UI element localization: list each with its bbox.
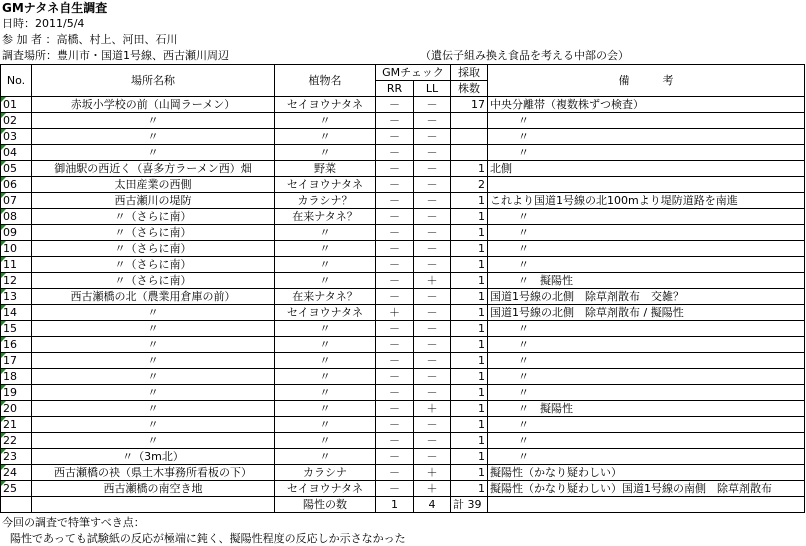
row-sample-count (451, 129, 488, 145)
row-sample-count: 1 (451, 289, 488, 305)
row-ll: － (414, 257, 451, 273)
row-location: 〃 (32, 305, 275, 321)
row-plant: 〃 (275, 385, 376, 401)
survey-place: 調査場所：豊川市・国道1号線、西古瀬川周辺 (2, 49, 229, 62)
table-row (1, 337, 805, 353)
row-location: 〃 (32, 145, 275, 161)
col-header-ll: LL (414, 81, 451, 97)
row-location: 〃 (32, 369, 275, 385)
table-row (1, 321, 805, 337)
row-sample-count: 1 (451, 433, 488, 449)
row-sample-count: 1 (451, 273, 488, 289)
table-row (1, 97, 805, 113)
row-remarks: 〃 (488, 433, 805, 449)
row-sample-count: 1 (451, 193, 488, 209)
table-row (1, 401, 805, 417)
row-remarks: 〃 (488, 353, 805, 369)
row-remarks: 〃 (488, 369, 805, 385)
positive-count-rr: 1 (376, 497, 414, 513)
col-header-plant: 植物名 (275, 65, 376, 97)
row-no: 18 (1, 369, 32, 385)
row-sample-count: 1 (451, 209, 488, 225)
row-plant: 〃 (275, 273, 376, 289)
row-remarks: 〃 (488, 145, 805, 161)
row-rr: － (376, 481, 414, 497)
row-no: 25 (1, 481, 32, 497)
row-location: 〃 (32, 337, 275, 353)
row-sample-count: 1 (451, 321, 488, 337)
table-row (1, 273, 805, 289)
table-row (1, 113, 805, 129)
col-header-rr: RR (376, 81, 414, 97)
positive-count-label: 陽性の数 (275, 497, 376, 513)
row-sample-count: 17 (451, 97, 488, 113)
row-rr: － (376, 353, 414, 369)
row-sample-count: 1 (451, 401, 488, 417)
row-rr: － (376, 273, 414, 289)
row-ll: － (414, 417, 451, 433)
row-location: 〃 (32, 321, 275, 337)
row-ll: － (414, 225, 451, 241)
row-sample-count: 1 (451, 337, 488, 353)
row-no: 11 (1, 257, 32, 273)
row-ll: － (414, 145, 451, 161)
row-remarks: 〃 (488, 385, 805, 401)
row-remarks: 〃 (488, 225, 805, 241)
row-rr: － (376, 129, 414, 145)
table-row (1, 353, 805, 369)
row-no: 02 (1, 113, 32, 129)
table-row (1, 385, 805, 401)
positive-count-ll: 4 (414, 497, 451, 513)
row-no: 23 (1, 449, 32, 465)
row-plant: セイヨウナタネ (275, 481, 376, 497)
row-no: 03 (1, 129, 32, 145)
row-remarks: 〃 (488, 449, 805, 465)
table-row (1, 177, 805, 193)
row-ll: － (414, 209, 451, 225)
row-rr: － (376, 289, 414, 305)
row-ll: － (414, 369, 451, 385)
row-location: 〃 (32, 417, 275, 433)
row-location: 〃 (32, 433, 275, 449)
table-row (1, 449, 805, 465)
row-rr: － (376, 433, 414, 449)
notes-body: 陽性であっても試験紙の反応が極端に鈍く、擬陽性程度の反応しか示さなかった (10, 532, 406, 545)
row-no: 04 (1, 145, 32, 161)
row-sample-count: 1 (451, 225, 488, 241)
row-remarks: 〃 擬陽性 (488, 401, 805, 417)
row-plant: 〃 (275, 113, 376, 129)
row-plant: 〃 (275, 369, 376, 385)
row-plant: 在来ナタネ？ (275, 209, 376, 225)
row-rr: － (376, 401, 414, 417)
row-rr: － (376, 449, 414, 465)
row-plant: 〃 (275, 401, 376, 417)
table-row (1, 433, 805, 449)
row-rr: ＋ (376, 305, 414, 321)
row-remarks: 擬陽性（かなり疑わしい）国道1号線の南側 除草剤散布 (488, 481, 805, 497)
row-location: 西古瀬橋の南空き地 (32, 481, 275, 497)
row-no: 12 (1, 273, 32, 289)
row-ll: － (414, 449, 451, 465)
row-plant: 野菜 (275, 161, 376, 177)
col-header-gm-check: GMチェック (376, 65, 451, 81)
row-location: 太田産業の西側 (32, 177, 275, 193)
notes-heading: 今回の調査で特筆すべき点： (2, 516, 145, 529)
participants: 参 加 者 ：高橋、村上、河田、石川 (2, 33, 178, 46)
row-sample-count: 1 (451, 417, 488, 433)
row-no: 06 (1, 177, 32, 193)
row-rr: － (376, 225, 414, 241)
row-no: 17 (1, 353, 32, 369)
row-no: 09 (1, 225, 32, 241)
row-location: 〃（さらに南） (32, 257, 275, 273)
row-plant: 〃 (275, 225, 376, 241)
row-no: 16 (1, 337, 32, 353)
row-sample-count: 1 (451, 465, 488, 481)
row-ll: － (414, 321, 451, 337)
row-sample-count: 1 (451, 241, 488, 257)
row-ll: － (414, 289, 451, 305)
footer-spacer (1, 497, 32, 513)
row-remarks: 北側 (488, 161, 805, 177)
row-location: 〃 (32, 129, 275, 145)
row-location: 〃 (32, 385, 275, 401)
row-sample-count: 1 (451, 481, 488, 497)
table-row (1, 193, 805, 209)
row-plant: 〃 (275, 257, 376, 273)
survey-table (0, 64, 805, 513)
row-sample-count (451, 113, 488, 129)
row-plant: 〃 (275, 145, 376, 161)
row-sample-count: 1 (451, 369, 488, 385)
row-ll: ＋ (414, 273, 451, 289)
row-plant: 〃 (275, 321, 376, 337)
row-rr: － (376, 209, 414, 225)
table-row (1, 289, 805, 305)
col-header-remarks: 備 考 (488, 65, 805, 97)
row-sample-count: 1 (451, 257, 488, 273)
row-no: 07 (1, 193, 32, 209)
row-sample-count: 1 (451, 353, 488, 369)
table-row (1, 465, 805, 481)
footer-spacer (488, 497, 805, 513)
row-ll: － (414, 177, 451, 193)
row-plant: 〃 (275, 417, 376, 433)
report-title: GMナタネ自生調査 (2, 1, 108, 15)
row-location: 西古瀬橋の袂（県土木事務所看板の下） (32, 465, 275, 481)
col-header-no: No. (1, 65, 32, 97)
survey-date: 日時：2011/5/4 (2, 17, 85, 30)
row-remarks: 中央分離帯（複数株ずつ検査） (488, 97, 805, 113)
row-rr: － (376, 369, 414, 385)
row-ll: － (414, 193, 451, 209)
row-location: 〃（さらに南） (32, 241, 275, 257)
row-rr: － (376, 193, 414, 209)
row-location: 〃（さらに南） (32, 225, 275, 241)
row-ll: － (414, 97, 451, 113)
row-remarks: 〃 (488, 257, 805, 273)
row-no: 10 (1, 241, 32, 257)
row-no: 24 (1, 465, 32, 481)
table-row (1, 129, 805, 145)
row-no: 15 (1, 321, 32, 337)
table-row (1, 257, 805, 273)
row-no: 22 (1, 433, 32, 449)
row-sample-count: 1 (451, 385, 488, 401)
row-sample-count: 1 (451, 305, 488, 321)
row-rr: － (376, 257, 414, 273)
row-rr: － (376, 161, 414, 177)
table-row (1, 209, 805, 225)
row-location: 西古瀬川の堤防 (32, 193, 275, 209)
row-location: 〃（さらに南） (32, 209, 275, 225)
row-remarks: 〃 (488, 113, 805, 129)
row-ll: － (414, 385, 451, 401)
row-remarks: 〃 (488, 417, 805, 433)
row-remarks: 〃 (488, 241, 805, 257)
row-rr: － (376, 465, 414, 481)
row-plant: 〃 (275, 337, 376, 353)
row-rr: － (376, 145, 414, 161)
row-location: 〃 (32, 401, 275, 417)
row-ll: － (414, 433, 451, 449)
col-header-location: 場所名称 (32, 65, 275, 97)
row-plant: 〃 (275, 241, 376, 257)
row-plant: 〃 (275, 353, 376, 369)
row-ll: ＋ (414, 465, 451, 481)
row-no: 21 (1, 417, 32, 433)
row-sample-count (451, 145, 488, 161)
row-rr: － (376, 385, 414, 401)
row-plant: 〃 (275, 129, 376, 145)
table-row (1, 241, 805, 257)
col-header-sample: 採取 (451, 65, 488, 81)
row-plant: カラシナ？ (275, 193, 376, 209)
row-no: 13 (1, 289, 32, 305)
row-plant: 〃 (275, 433, 376, 449)
row-plant: セイヨウナタネ (275, 177, 376, 193)
row-plant: 在来ナタネ？ (275, 289, 376, 305)
row-no: 20 (1, 401, 32, 417)
row-rr: － (376, 321, 414, 337)
row-location: 〃（3m北） (32, 449, 275, 465)
row-plant: セイヨウナタネ (275, 305, 376, 321)
row-ll: － (414, 129, 451, 145)
row-rr: － (376, 97, 414, 113)
row-rr: － (376, 113, 414, 129)
row-remarks: 擬陽性（かなり疑わしい） (488, 465, 805, 481)
row-remarks: 〃 (488, 209, 805, 225)
row-rr: － (376, 177, 414, 193)
row-ll: － (414, 241, 451, 257)
row-rr: － (376, 241, 414, 257)
row-no: 08 (1, 209, 32, 225)
row-remarks: 国道1号線の北側 除草剤散布 / 擬陽性 (488, 305, 805, 321)
sample-total: 計 39 (451, 497, 488, 513)
row-no: 19 (1, 385, 32, 401)
row-ll: － (414, 113, 451, 129)
row-ll: － (414, 305, 451, 321)
row-remarks: 〃 (488, 337, 805, 353)
row-ll: － (414, 161, 451, 177)
organization: （遺伝子組み換え食品を考える中部の会） (420, 49, 629, 62)
table-row (1, 417, 805, 433)
row-remarks: これより国道1号線の北100mより堤防道路を南進 (488, 193, 805, 209)
row-rr: － (376, 417, 414, 433)
row-remarks: 〃 擬陽性 (488, 273, 805, 289)
row-location: 西古瀬橋の北（農業用倉庫の前） (32, 289, 275, 305)
table-row (1, 305, 805, 321)
row-ll: ＋ (414, 401, 451, 417)
row-sample-count: 1 (451, 161, 488, 177)
row-no: 01 (1, 97, 32, 113)
row-plant: 〃 (275, 449, 376, 465)
row-location: 〃 (32, 113, 275, 129)
table-row (1, 161, 805, 177)
row-plant: セイヨウナタネ (275, 97, 376, 113)
row-plant: カラシナ (275, 465, 376, 481)
row-rr: － (376, 337, 414, 353)
row-remarks: 〃 (488, 321, 805, 337)
footer-spacer (32, 497, 275, 513)
row-ll: － (414, 353, 451, 369)
row-no: 14 (1, 305, 32, 321)
table-row (1, 225, 805, 241)
row-no: 05 (1, 161, 32, 177)
row-remarks (488, 177, 805, 193)
row-ll: ＋ (414, 481, 451, 497)
row-location: 〃（さらに南） (32, 273, 275, 289)
row-remarks: 〃 (488, 129, 805, 145)
row-location: 御油駅の西近く（喜多方ラーメン西）畑 (32, 161, 275, 177)
col-header-sample-count: 株数 (451, 81, 488, 97)
row-location: 赤坂小学校の前（山岡ラーメン） (32, 97, 275, 113)
row-sample-count: 2 (451, 177, 488, 193)
table-row (1, 369, 805, 385)
row-location: 〃 (32, 353, 275, 369)
table-row (1, 481, 805, 497)
row-sample-count: 1 (451, 449, 488, 465)
row-ll: － (414, 337, 451, 353)
table-row (1, 145, 805, 161)
row-remarks: 国道1号線の北側 除草剤散布 交雑？ (488, 289, 805, 305)
